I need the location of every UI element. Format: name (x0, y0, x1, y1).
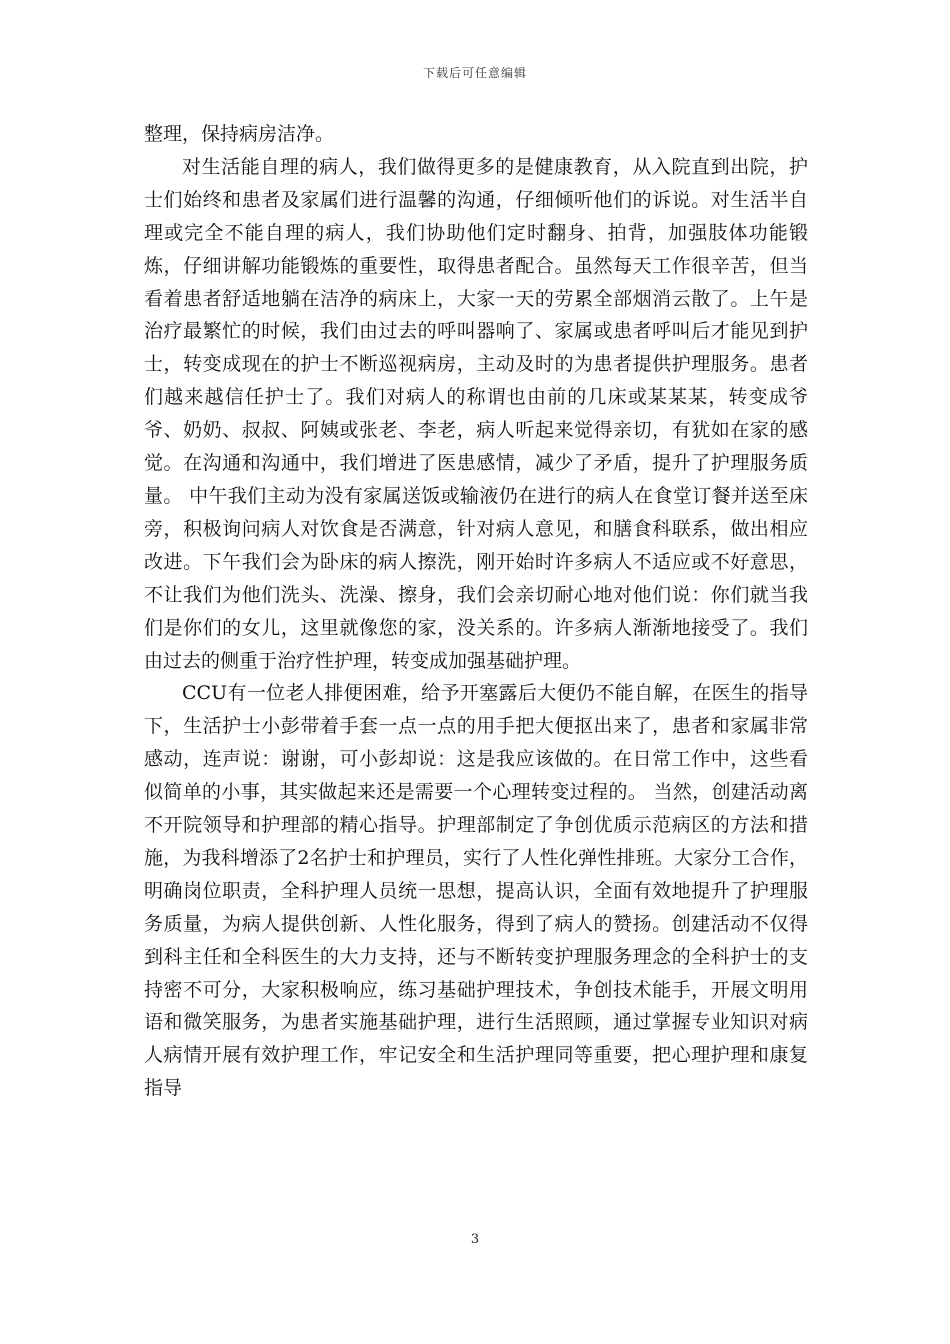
page-number: 3 (470, 1232, 480, 1247)
paragraph-continuation: 整理，保持病房洁净。 (144, 123, 335, 145)
paragraph: 对生活能自理的病人，我们做得更多的是健康教育，从入院直到出院，护士们始终和患者及家属们进行温馨的沟通，仔细倾听他们的诉说。对生活半自理或完全不能自理的病人，我们协助他们定时翻身、拍背，加强肢体功能锻炼，仔细讲解功能锻炼的重要性，取得患者配合。虽然每天工作很辛苦，但当看着患者舒适地躺在洁净的病床上，大家一天的劳累全部烟消云散了。上午是治疗最繁忙的时候，我们由过去的呼叫器响了、家属或患者呼叫后才能见到护士，转变成现在的护士不断巡视病房，主动及时的为患者提供护理服务。患者们越来越信任护士了。我们对病人的称谓也由前的几床或某某某，转变成爷爷、奶奶、叔叔、阿姨或张老、李老，病人听起来觉得亲切，有犹如在家的感觉。在沟通和沟通中，我们增进了医患感情，减少了矛盾，提升了护理服务质量。 中午我们主动为没有家属送饭或输液仍在进行的病人在食堂订餐并送至床旁，积极询问病人对饮食是否满意，针对病人意见，和膳食科联系，做出相应改进。下午我们会为卧床的病人擦洗，刚开始时许多病人不适应或不好意思，不让我们为他们洗头、洗澡、擦身，我们会亲切耐心地对他们说：你们就当我们是你们的女儿，这里就像您的家，没关系的。许多病人渐渐地接受了。我们由过去的侧重于治疗性护理，转变成加强基础护理。 (144, 155, 808, 672)
paragraph: CCU有一位老人排便困难，给予开塞露后大便仍不能自解，在医生的指导下，生活护士小彭带着手套一点一点的用手把大便抠出来了，患者和家属非常感动，连声说：谢谢，可小彭却说：这是我应该做的。在日常工作中，这些看似简单的小事，其实做起来还是需要一个心理转变过程的。 当然，创建活动离不开院领导和护理部的精心指导。护理部制定了争创优质示范病区的方法和措施，为我科增添了2名护士和护理员，实行了人性化弹性排班。大家分工合作，明确岗位职责，全科护理人员统一思想，提高认识，全面有效地提升了护理服务质量，为病人提供创新、人性化服务，得到了病人的赞扬。创建活动不仅得到科主任和全科医生的大力支持，还与不断转变护理服务理念的全科护士的支持密不可分，大家积极响应，练习基础护理技术，争创技术能手，开展文明用语和微笑服务，为患者实施基础护理，进行生活照顾，通过掌握专业知识对病人病情开展有效护理工作，牢记安全和生活护理同等重要，把心理护理和康复指导 (144, 682, 808, 1100)
page-header: 下载后可任意编辑 (422, 66, 527, 80)
document-body (144, 118, 808, 1105)
